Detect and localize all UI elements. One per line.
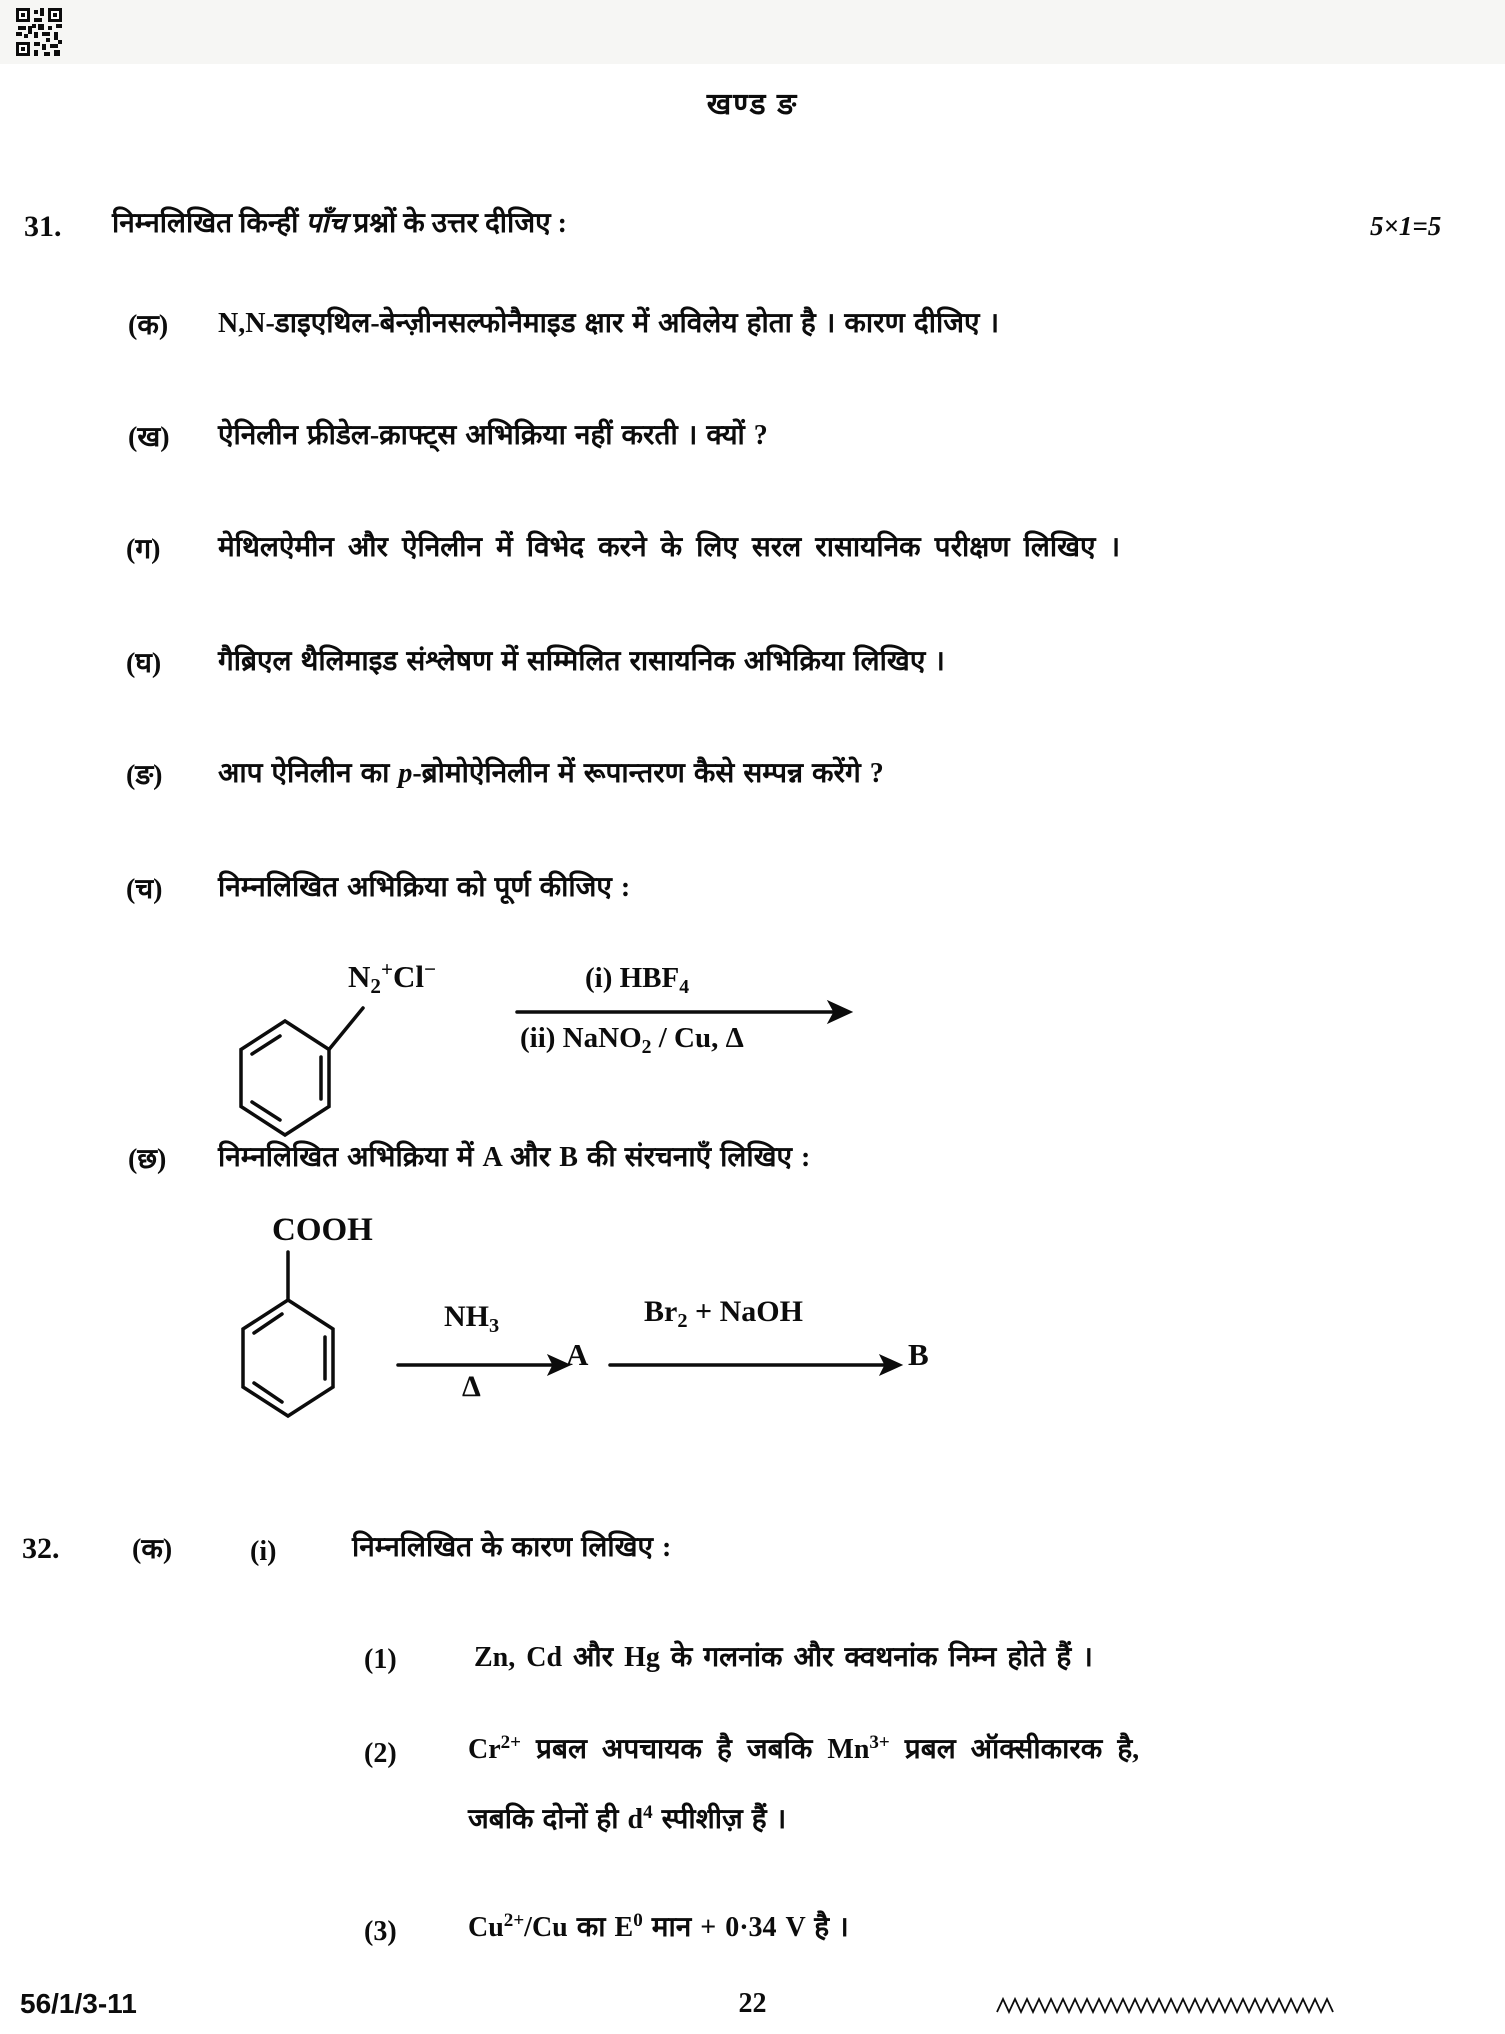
part-label-kha: (ख) [128, 422, 170, 453]
part-label-ka: (क) [128, 310, 169, 341]
part-label-cha: (च) [126, 874, 163, 905]
part-text-cha: निम्नलिखित अभिक्रिया को पूर्ण कीजिए : [218, 872, 631, 903]
part-text-chha: निम्नलिखित अभिक्रिया में A और B की संरचनाएँ लिखिए : [218, 1142, 811, 1173]
reaction-2-reagent-1-label: $NH_3$ [444, 1300, 500, 1337]
cooh-label: COOH [272, 1212, 373, 1248]
part-label-ga: (ग) [126, 534, 161, 565]
part-label-chha: (छ) [128, 1144, 167, 1175]
intermediate-a-label: A [566, 1337, 589, 1372]
question-31-marks: 5×1=5 [1370, 211, 1442, 241]
reaction-1-step1-label: (i) $HBF_4$ [585, 962, 690, 998]
reaction-2-reagent-2-label: $Br_2$ + NaOH [644, 1295, 803, 1332]
part-label-nga: (ङ) [126, 760, 163, 791]
footer-squiggle [995, 1994, 1345, 2018]
reaction-1-step2-label: (ii) NaNO$_2$ / Cu, Δ [520, 1022, 744, 1058]
qr-code [16, 8, 62, 58]
product-b-label: B [908, 1337, 929, 1372]
reaction-2-condition-delta: Δ [462, 1370, 481, 1403]
item-1-label: (1) [364, 1644, 397, 1675]
item-2-text-line-2: जबकि दोनों ही $d^4$ स्पीशीज़ हैं । [468, 1802, 787, 1835]
diazonium-label: $N_2^+Cl^-$ [348, 957, 436, 998]
footer-paper-code: 56/1/3-11 [20, 1988, 137, 2019]
item-3-text: $Cu^{2+}/Cu$ का $E^0$ मान + 0·34 V है । [468, 1910, 849, 1943]
item-1-text: Zn, Cd और Hg के गलनांक और क्वथनांक निम्न होते हैं । [474, 1642, 1093, 1673]
scan-top-tint [0, 0, 1505, 64]
footer-page-number: 22 [738, 1988, 767, 2019]
section-header: खण्ड ङ [706, 88, 799, 121]
part-text-ga: मेथिलऐमीन और ऐनिलीन में विभेद करने के लिए सरल रासायनिक परीक्षण लिखिए । [218, 532, 1121, 563]
question-32-number: 32. [22, 1532, 60, 1565]
question-32-part-label: (क) [132, 1534, 173, 1565]
item-2-text-line-1: $Cr^{2+}$ प्रबल अपचायक है जबकि $Mn^{3+}$ प्रबल ऑक्सीकारक है, [468, 1732, 1140, 1765]
question-31-text: निम्नलिखित किन्हीं पाँच प्रश्नों के उत्तर दीजिए : [112, 208, 567, 239]
question-32-text: निम्नलिखित के कारण लिखिए : [352, 1532, 672, 1563]
part-text-ka: N,N-डाइएथिल-बेन्ज़ीनसल्फोनैमाइड क्षार में अविलेय होता है । कारण दीजिए । [218, 308, 1000, 339]
item-3-label: (3) [364, 1916, 397, 1947]
item-2-label: (2) [364, 1738, 397, 1769]
question-32-sub-label: (i) [250, 1536, 277, 1567]
part-text-kha: ऐनिलीन फ्रीडेल-क्राफ्ट्स अभिक्रिया नहीं करती । क्यों ? [218, 420, 768, 451]
part-text-gha: गैब्रिएल थैलिमाइड संश्लेषण में सम्मिलित रासायनिक अभिक्रिया लिखिए । [218, 646, 945, 677]
part-label-gha: (घ) [126, 648, 162, 679]
part-text-nga: आप ऐनिलीन का p-ब्रोमोऐनिलीन में रूपान्तरण कैसे सम्पन्न करेंगे ? [218, 758, 884, 789]
question-31-number: 31. [24, 210, 62, 243]
